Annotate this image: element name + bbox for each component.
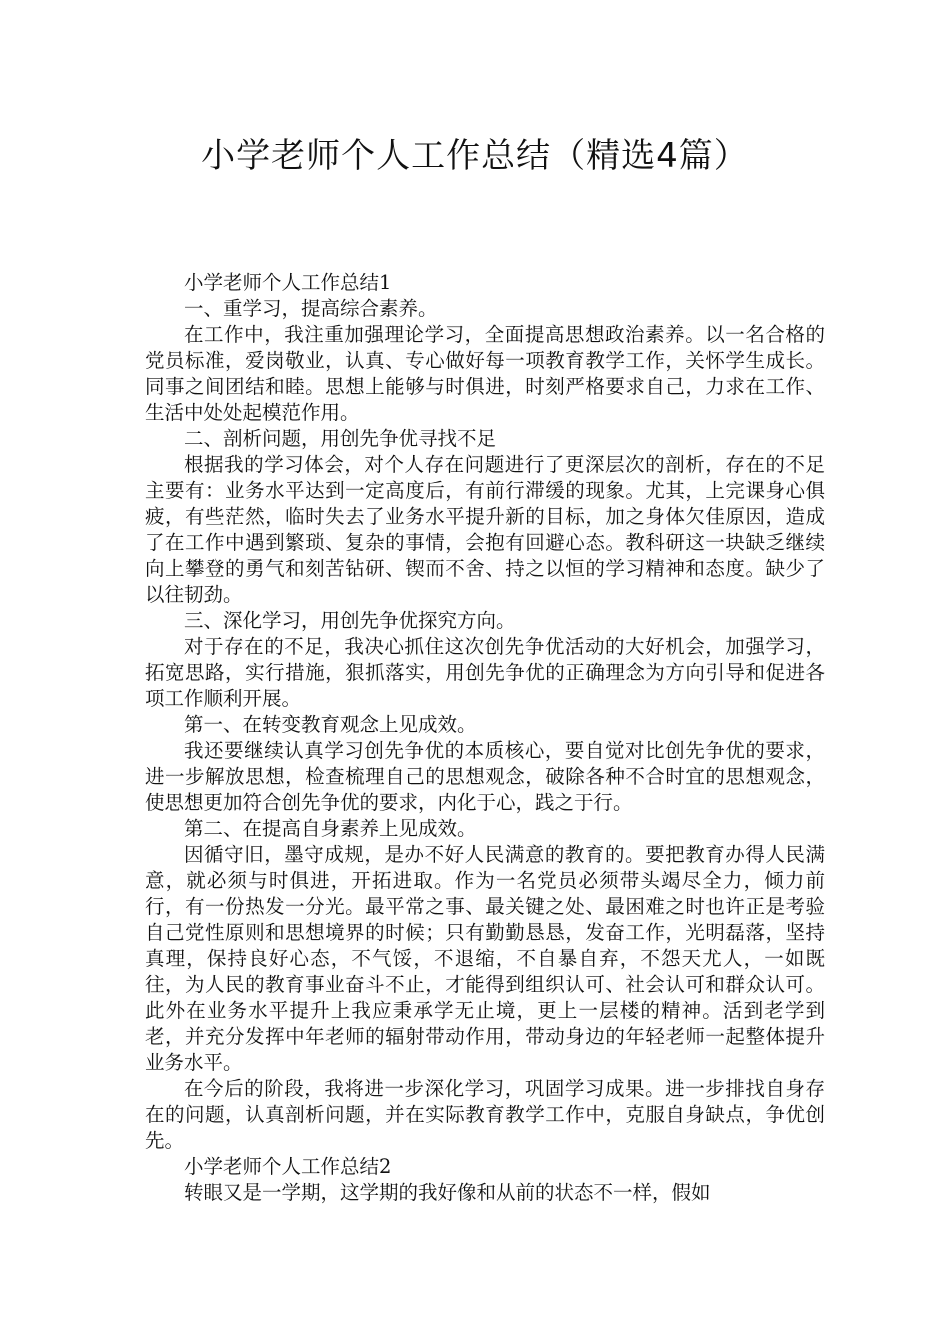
- paragraph: 转眼又是一学期，这学期的我好像和从前的状态不一样，假如: [184, 1181, 711, 1204]
- paragraph: 在工作中，我注重加强理论学习，全面提高思想政治素养。以一名合格的党员标准，爱岗敬业，认真、专心做好每一项教育教学工作，关怀学生成长。同事之间团结和睦。思想上能够与时俱进，时刻严格要求自己，力求在工作、生活中处处起模范作用。: [145, 323, 825, 424]
- document-title: 小学老师个人工作总结（精选4篇）: [201, 136, 749, 176]
- subheading: 一、重学习，提高综合素养。: [184, 297, 438, 320]
- subheading: 第一、在转变教育观念上见成效。: [184, 713, 477, 736]
- paragraph: 我还要继续认真学习创先争优的本质核心，要自觉对比创先争优的要求，进一步解放思想，检查梳理自己的思想观念，破除各种不合时宜的思想观念，使思想更加符合创先争优的要求，内化于心，践之于行。: [145, 739, 825, 814]
- subheading: 第二、在提高自身素养上见成效。: [184, 817, 477, 840]
- document-body: [145, 270, 825, 1206]
- subheading: 二、剖析问题，用创先争优寻找不足: [184, 427, 497, 450]
- section-heading: 小学老师个人工作总结1: [184, 271, 392, 294]
- section-heading: 小学老师个人工作总结2: [184, 1155, 392, 1178]
- paragraph: 对于存在的不足，我决心抓住这次创先争优活动的大好机会，加强学习，拓宽思路，实行措施，狠抓落实，用创先争优的正确理念为方向引导和促进各项工作顺利开展。: [145, 635, 825, 710]
- subheading: 三、深化学习，用创先争优探究方向。: [184, 609, 516, 632]
- paragraph: 根据我的学习体会，对个人存在问题进行了更深层次的剖析，存在的不足主要有：业务水平达到一定高度后，有前行滞缓的现象。尤其，上完课身心俱疲，有些茫然，临时失去了业务水平提升新的目标，加之身体欠佳原因，造成了在工作中遇到繁琐、复杂的事情，会抱有回避心态。教科研这一块缺乏继续向上攀登的勇气和刻苦钻研、锲而不舍、持之以恒的学习精神和态度。缺少了以往韧劲。: [145, 453, 825, 606]
- paragraph: 因循守旧，墨守成规，是办不好人民满意的教育的。要把教育办得人民满意，就必须与时俱进，开拓进取。作为一名党员必须带头竭尽全力，倾力前行，有一份热发一分光。最平常之事、最关键之处、最困难之时也许正是考验自己党性原则和思想境界的时候；只有勤勤恳恳，发奋工作，光明磊落，坚持真理，保持良好心态，不气馁，不退缩，不自暴自弃，不怨天尤人，一如既往，为人民的教育事业奋斗不止，才能得到组织认可、社会认可和群众认可。此外在业务水平提升上我应秉承学无止境，更上一层楼的精神。活到老学到老，并充分发挥中年老师的辐射带动作用，带动身边的年轻老师一起整体提升业务水平。: [145, 843, 825, 1074]
- paragraph: 在今后的阶段，我将进一步深化学习，巩固学习成果。进一步排找自身存在的问题，认真剖析问题，并在实际教育教学工作中，克服自身缺点，争优创先。: [145, 1077, 825, 1152]
